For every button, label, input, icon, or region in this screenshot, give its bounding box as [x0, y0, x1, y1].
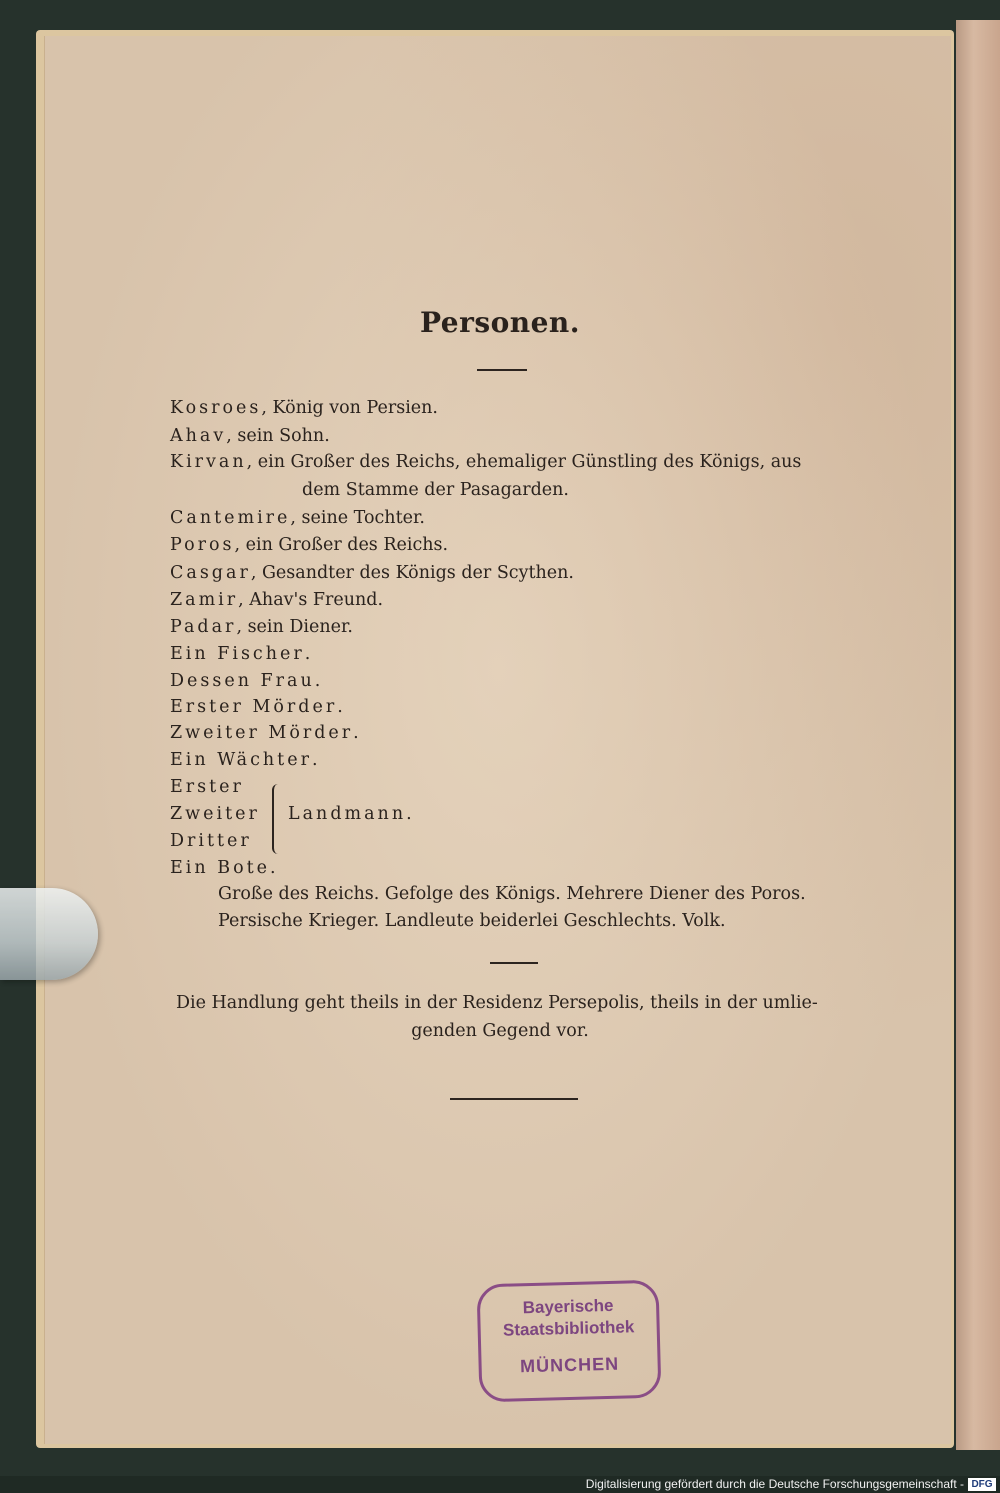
cast-entry: [170, 858, 276, 878]
character-description: , seine Tochter.: [290, 508, 425, 528]
stamp-line: MÜNCHEN: [519, 1353, 620, 1377]
cast-entry: [170, 723, 359, 743]
character-name: Ein Fischer: [170, 644, 305, 664]
group-label: Landmann.: [288, 804, 415, 824]
cast-entry: [170, 644, 310, 664]
cast-entry: [170, 777, 244, 797]
character-name: Poros: [170, 535, 235, 555]
stamp-line: Staatsbibliothek: [502, 1317, 635, 1340]
character-name: Kirvan: [170, 452, 247, 472]
character-name: Cantemire: [170, 508, 291, 528]
cast-entry: [170, 563, 574, 583]
cast-entry: [170, 590, 383, 610]
library-stamp: [476, 1280, 661, 1403]
page-clip: [0, 888, 98, 980]
cast-entry: [170, 398, 438, 418]
setting-line: Die Handlung geht theils in der Residenz Persepolis, theils in der umlie-: [176, 993, 818, 1013]
character-name: Padar: [170, 617, 237, 637]
character-description: , ein Großer des Reichs.: [234, 535, 449, 555]
character-description: , Ahav's Freund.: [238, 590, 384, 610]
cast-entry: [170, 617, 353, 637]
extras-line: Persische Krieger. Landleute beiderlei Geschlechts. Volk.: [218, 911, 726, 931]
character-name: Dessen Frau: [170, 671, 315, 691]
page-title: Personen.: [419, 306, 581, 339]
character-name: Erster: [170, 777, 244, 797]
cast-entry: [170, 535, 448, 555]
group-brace: [272, 784, 284, 854]
character-name: Ein Wächter: [170, 750, 312, 770]
character-description: .: [270, 858, 276, 878]
character-description: , Gesandter des Königs der Scythen.: [250, 563, 574, 583]
digitization-credit: Digitalisierung gefördert durch die Deutsche Forschungsgemeinschaft -: [585, 1477, 964, 1491]
cast-entry: [170, 750, 318, 770]
title-rule: [477, 369, 527, 371]
character-description: .: [353, 723, 359, 743]
character-name: Zweiter Mörder: [170, 723, 354, 743]
character-description: , ein Großer des Reichs, ehemaliger Günstling des Königs, aus: [246, 452, 802, 472]
character-description: , König von Persien.: [261, 398, 438, 418]
cast-entry-continuation: [302, 480, 569, 500]
character-name: Zweiter: [170, 804, 260, 824]
cast-entry: [170, 671, 320, 691]
facing-page-edge: [956, 20, 1000, 1450]
character-description: .: [304, 644, 311, 664]
character-name: Kosroes: [170, 398, 262, 418]
character-name: Casgar: [170, 563, 251, 583]
character-description: dem Stamme der Pasagarden.: [302, 480, 569, 500]
cast-entry: [170, 804, 260, 824]
character-description: .: [311, 750, 318, 770]
character-name: Zamir: [170, 590, 239, 610]
setting-line: genden Gegend vor.: [411, 1021, 589, 1041]
character-description: .: [314, 671, 321, 691]
character-name: Dritter: [170, 831, 252, 851]
character-name: Ahav: [170, 426, 227, 446]
cast-entry: [170, 452, 801, 472]
character-name: Erster Mörder: [170, 697, 338, 717]
end-rule: [450, 1098, 578, 1100]
stamp-line: Bayerische: [522, 1295, 614, 1318]
cast-entry: [170, 508, 425, 528]
character-description: , sein Sohn.: [226, 426, 330, 446]
character-description: , sein Diener.: [236, 617, 353, 637]
cast-entry: [170, 426, 330, 446]
cast-entry: [170, 697, 343, 717]
character-description: .: [337, 697, 343, 717]
cast-entry: [170, 831, 252, 851]
dfg-logo: DFG: [968, 1478, 996, 1491]
extras-line: Große des Reichs. Gefolge des Königs. Mehrere Diener des Poros.: [218, 884, 806, 904]
character-name: Ein Bote: [170, 858, 270, 878]
section-rule: [490, 962, 538, 964]
